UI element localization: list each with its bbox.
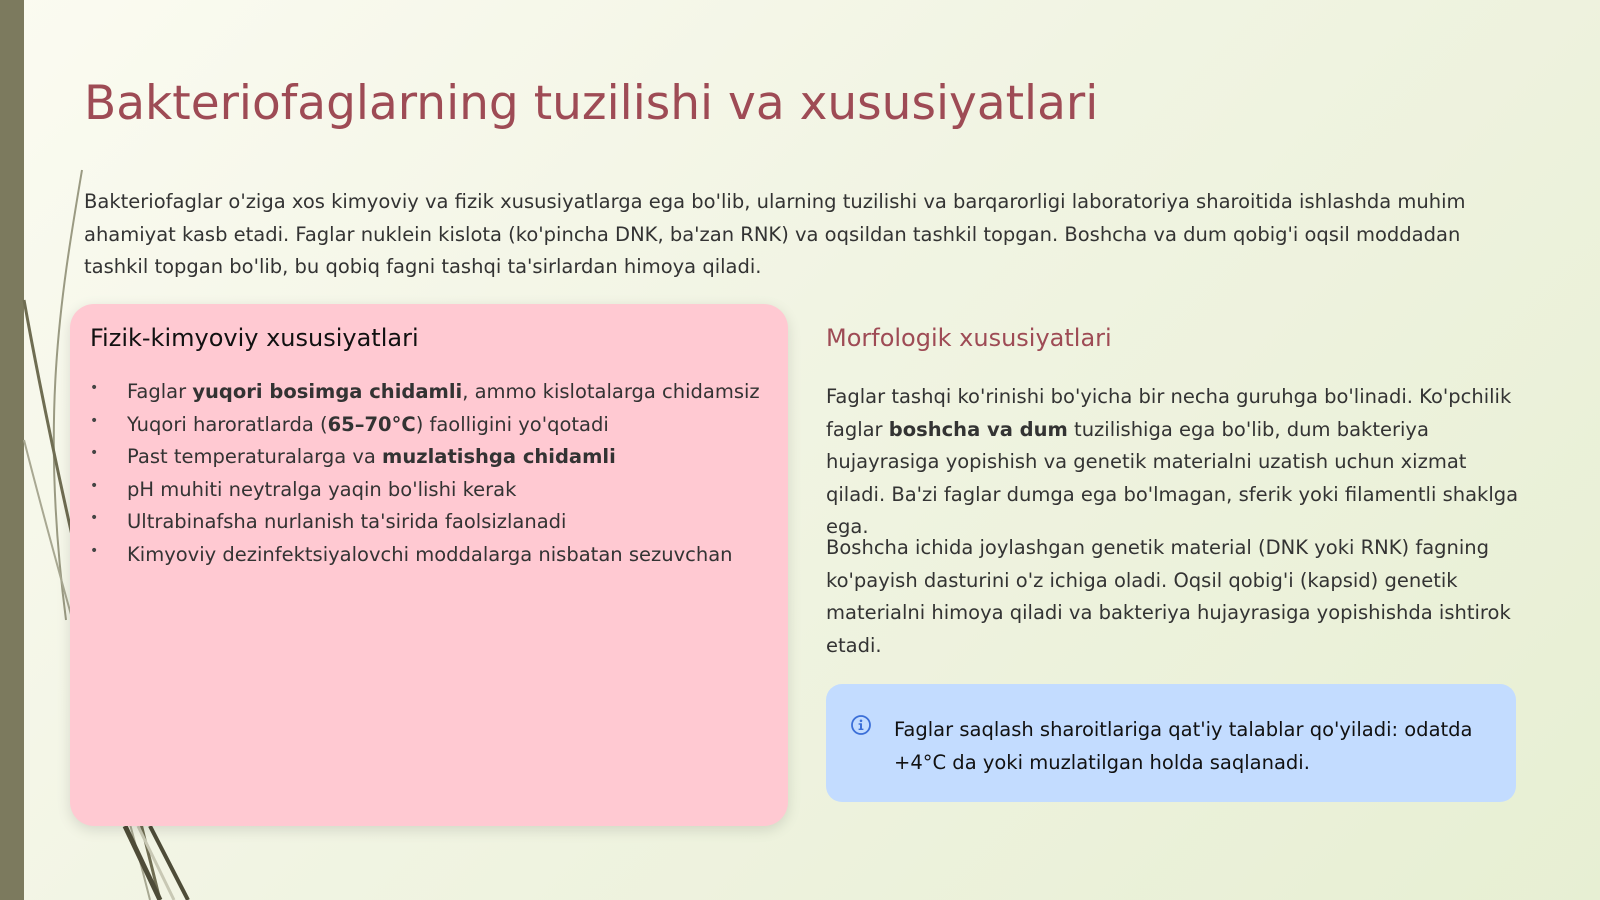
info-icon <box>850 714 872 736</box>
morph-paragraph-2: Boshcha ichida joylashgan genetik material (DNK yoki RNK) fagning ko'payish dasturini o'z ichiga oladi. Oqsil qobig'i (kapsid) genetik materialni himoya qiladi va bakteriya hujayrasiga yopishishda ishtirok etadi. <box>826 536 1511 657</box>
list-item: • pH muhiti neytralga yaqin bo'lishi kerak <box>90 474 780 507</box>
morph-paragraph-1: Faglar tashqi ko'rinishi bo'yicha bir necha guruhga bo'linadi. Ko'pchilik faglar boshcha va dum tuzilishiga ega bo'lib, dum bakteriya hujayrasiga yopishish va genetik materialni uzatish uchun xizmat qiladi. Ba'zi faglar dumga ega bo'lmagan, sferik yoki filamentli shaklga ega. <box>826 385 1519 538</box>
info-note <box>826 684 1516 802</box>
physchem-list <box>90 376 780 571</box>
list-item: • Past temperaturalarga va muzlatishga chidamli <box>90 441 780 474</box>
list-item: • Ultrabinafsha nurlanish ta'sirida faolsizlanadi <box>90 506 780 539</box>
intro-paragraph: Bakteriofaglar o'ziga xos kimyoviy va fizik xususiyatlarga ega bo'lib, ularning tuzilishi va barqarorligi laboratoriya sharoitida ishlashda muhim ahamiyat kasb etadi. Faglar nuklein kislota (ko'pincha DNK, ba'zan RNK) va oqsildan tashkil topgan. Boshcha va dum qobig'i oqsil moddadan tashkil topgan bo'lib, bu qobiq fagni tashqi ta'sirlardan himoya qiladi. <box>84 190 1466 278</box>
physchem-card <box>70 304 788 826</box>
note-text: Faglar saqlash sharoitlariga qat'iy talablar qo'yiladi: odatda +4°C da yoki muzlatilgan holda saqlanadi. <box>894 718 1473 774</box>
list-item: • Kimyoviy dezinfektsiyalovchi moddalarga nisbatan sezuvchan <box>90 539 780 572</box>
morph-heading: Morfologik xususiyatlari <box>826 324 1112 352</box>
list-item: • Yuqori haroratlarda (65–70°C) faolligini yo'qotadi <box>90 409 780 442</box>
slide-title: Bakteriofaglarning tuzilishi va xususiyatlari <box>84 76 1099 131</box>
physchem-heading: Fizik-kimyoviy xususiyatlari <box>90 324 419 352</box>
list-item: • Faglar yuqori bosimga chidamli, ammo kislotalarga chidamsiz <box>90 376 780 409</box>
